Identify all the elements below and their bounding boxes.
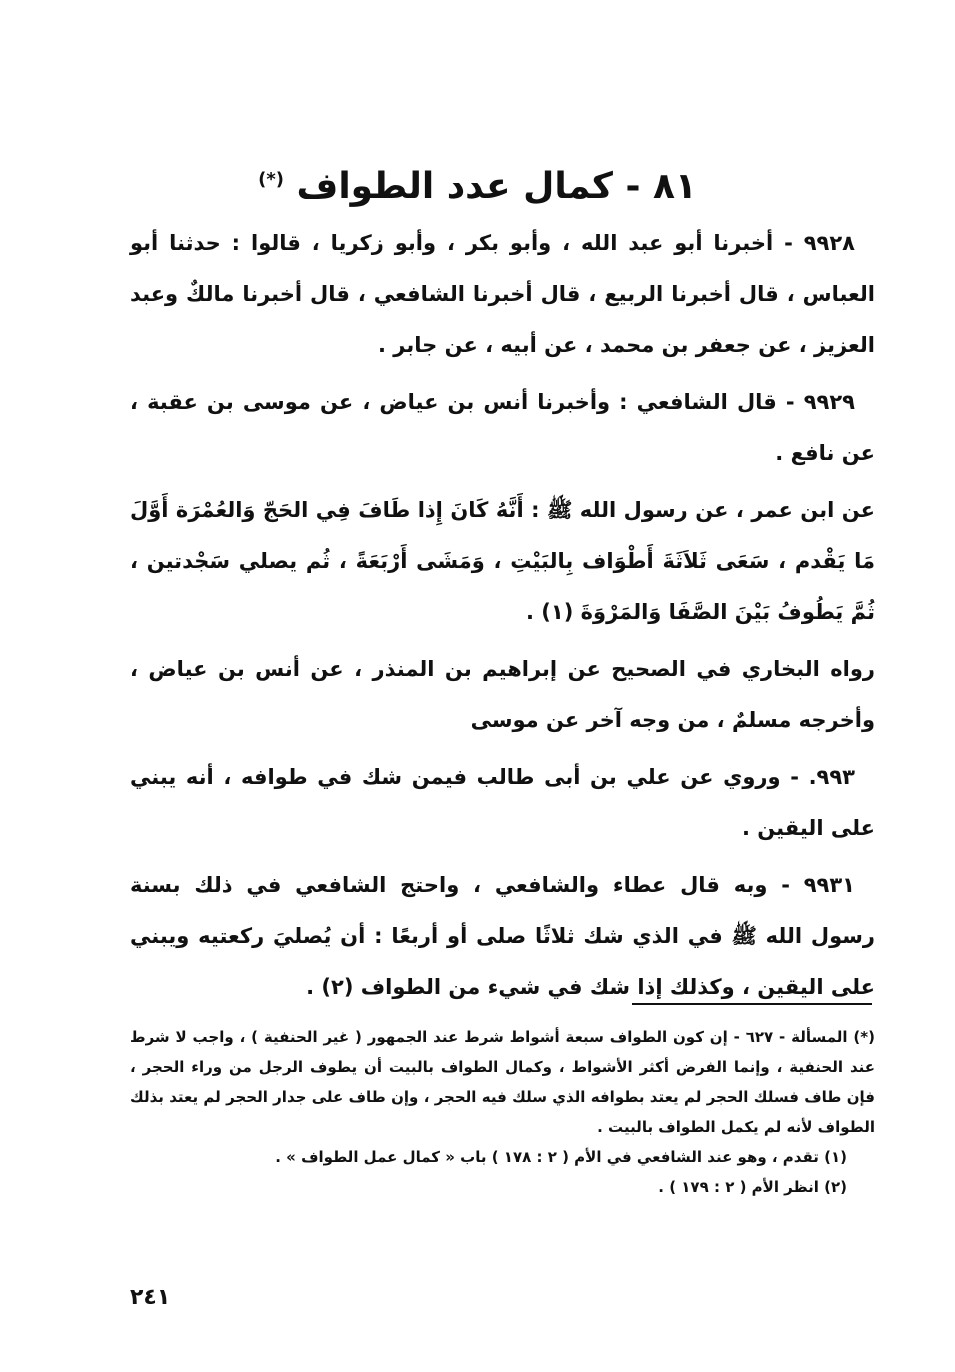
footnote-2: (٢) انظر الأم ( ٢ : ١٧٩ ) . [658, 1178, 847, 1196]
paragraph-9930: ٩٩٣. - وروي عن علي بن أبى طالب فيمن شك في طوافه ، أنه يبني على اليقين . [130, 765, 875, 840]
chapter-title [0, 150, 955, 217]
paragraph-hadith-text: عن ابن عمر ، عن رسول الله ﷺ : أَنَّهُ كَانَ إِذا طَافَ فِي الحَجّ وَالعُمْرَة أَوَّلَ مَا يَقْدم ، سَعَى ثَلاَثَةَ أَطْوَاف بِالبَيْتِ ، وَمَشَى أَرْبَعَةً ، ثُم يصلي سَجْدتين ، ثُمَّ يَطُوفُ بَيْنَ الصَّفَا وَالمَرْوَةَ (١) . [130, 498, 875, 624]
paragraph-9928: ٩٩٢٨ - أخبرنا أبو عبد الله ، وأبو بكر ، وأبو زكريا ، قالوا : حدثنا أبو العباس ، قال أخبرنا الربيع ، قال أخبرنا الشافعي ، قال أخبرنا مالكٌ وعبد العزيز ، عن جعفر بن محمد ، عن أبيه ، عن جابر . [130, 231, 875, 357]
chapter-title-text: ٨١ - كمال عدد الطواف [296, 166, 697, 207]
chapter-title-marker: (*) [258, 169, 284, 190]
footnotes [130, 1022, 875, 1202]
paragraph-9931: ٩٩٣١ - وبه قال عطاء والشافعي ، واحتج الشافعي في ذلك بسنة رسول الله ﷺ في الذي شك ثلاثًا صلى أو أربعًا : أن يُصليَ ركعتيه ويبني على اليقين ، وكذلك إذا شك في شيء من الطواف (٢) . [130, 873, 875, 999]
footnote-1: (١) تقدم ، وهو عند الشافعي في الأم ( ٢ : ١٧٨ ) باب « كمال عمل الطواف » . [275, 1148, 847, 1166]
page-number: ٢٤١ [130, 1285, 171, 1310]
paragraph-takhrij: رواه البخاري في الصحيح عن إبراهيم بن المنذر ، عن أنس بن عياض ، وأخرجه مسلمٌ ، من وجه آخر عن موسى [130, 657, 875, 732]
main-text [130, 218, 875, 1019]
footnote-divider [632, 1003, 872, 1005]
paragraph-9929: ٩٩٢٩ - قال الشافعي : وأخبرنا أنس بن عياض ، عن موسى بن عقبة ، عن نافع . [130, 390, 875, 465]
footnote-star: (*) المسألة - ٦٢٧ - إن كون الطواف سبعة أشواط شرط عند الجمهور ( غير الحنفية ) ، واجب لا شرط عند الحنفية ، وإنما الفرض أكثر الأشواط ، وكمال الطواف بالبيت أن يطوف الرجل من وراء الحجر ، فإن طاف فسلك الحجر لم يعتد بطوافه الذي سلك فيه الحجر ، وإن طاف على جدار الحجر لم يعتد بذلك الطواف لأنه لم يكمل الطواف بالبيت . [130, 1028, 875, 1136]
